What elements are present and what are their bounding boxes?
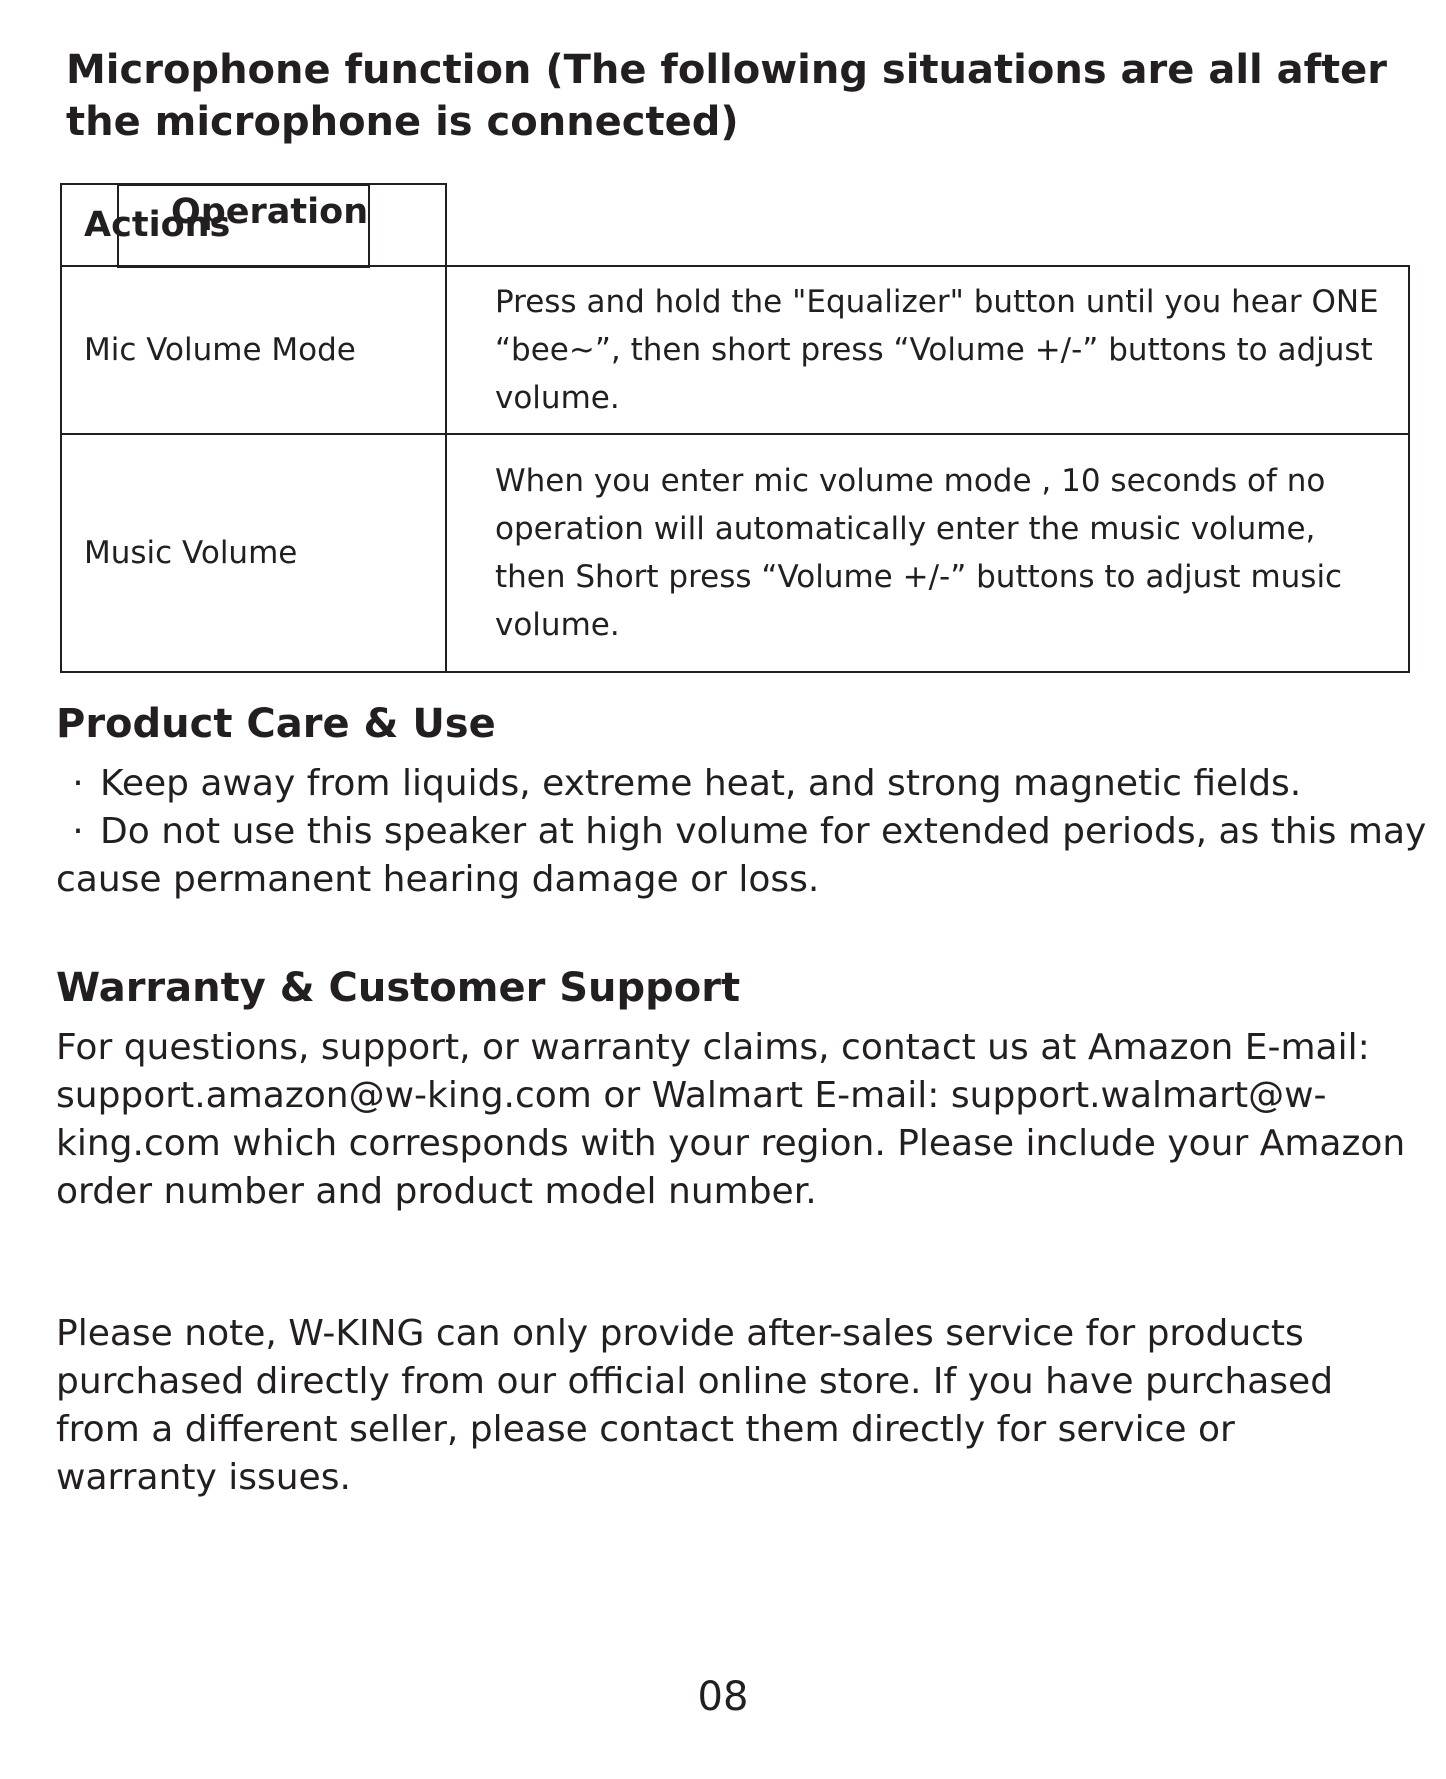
care-item-text: Keep away from liquids, extreme heat, and strong magnetic fields. <box>100 763 1302 804</box>
microphone-function-table <box>60 183 1410 673</box>
column-header-operation: Operation <box>117 184 370 268</box>
page-number: 08 <box>697 1674 749 1720</box>
product-care-heading: Product Care & Use <box>56 701 496 747</box>
bullet-icon: · <box>72 763 84 804</box>
column-header-actions: Actions <box>61 184 446 266</box>
action-cell: Mic Volume Mode <box>61 266 446 434</box>
list-item <box>56 760 1436 808</box>
action-cell: Music Volume <box>61 434 446 672</box>
section-title: Microphone function (The following situations are all after the microphone is connected) <box>66 47 1388 145</box>
care-item-text: Do not use this speaker at high volume for extended periods, as this may cause permanent hearing damage or loss. <box>56 811 1427 900</box>
table-row <box>61 266 1409 434</box>
bullet-icon: · <box>72 811 84 852</box>
operation-cell: Press and hold the "Equalizer" button until you hear ONE “bee~”, then short press “Volume +/-” buttons to adjust volume. <box>446 266 1409 434</box>
warranty-heading: Warranty & Customer Support <box>56 965 741 1011</box>
list-item <box>56 808 1436 904</box>
table-header-row <box>61 184 1409 266</box>
note-paragraph: Please note, W-KING can only provide after-sales service for products purchased directly from our official online store. If you have purchased from a different seller, please contact them directly for service or warranty issues. <box>56 1313 1334 1498</box>
warranty-paragraph: For questions, support, or warranty claims, contact us at Amazon E-mail: support.amazon@w-king.com or Walmart E-mail: support.walmart@w-king.com which corresponds with your region. Please include your Amazon order number and product model number. <box>56 1027 1406 1212</box>
table-row <box>61 434 1409 672</box>
product-care-list <box>56 760 1436 904</box>
operation-cell: When you enter mic volume mode , 10 seconds of no operation will automatically enter the music volume, then Short press “Volume +/-” buttons to adjust music volume. <box>446 434 1409 672</box>
